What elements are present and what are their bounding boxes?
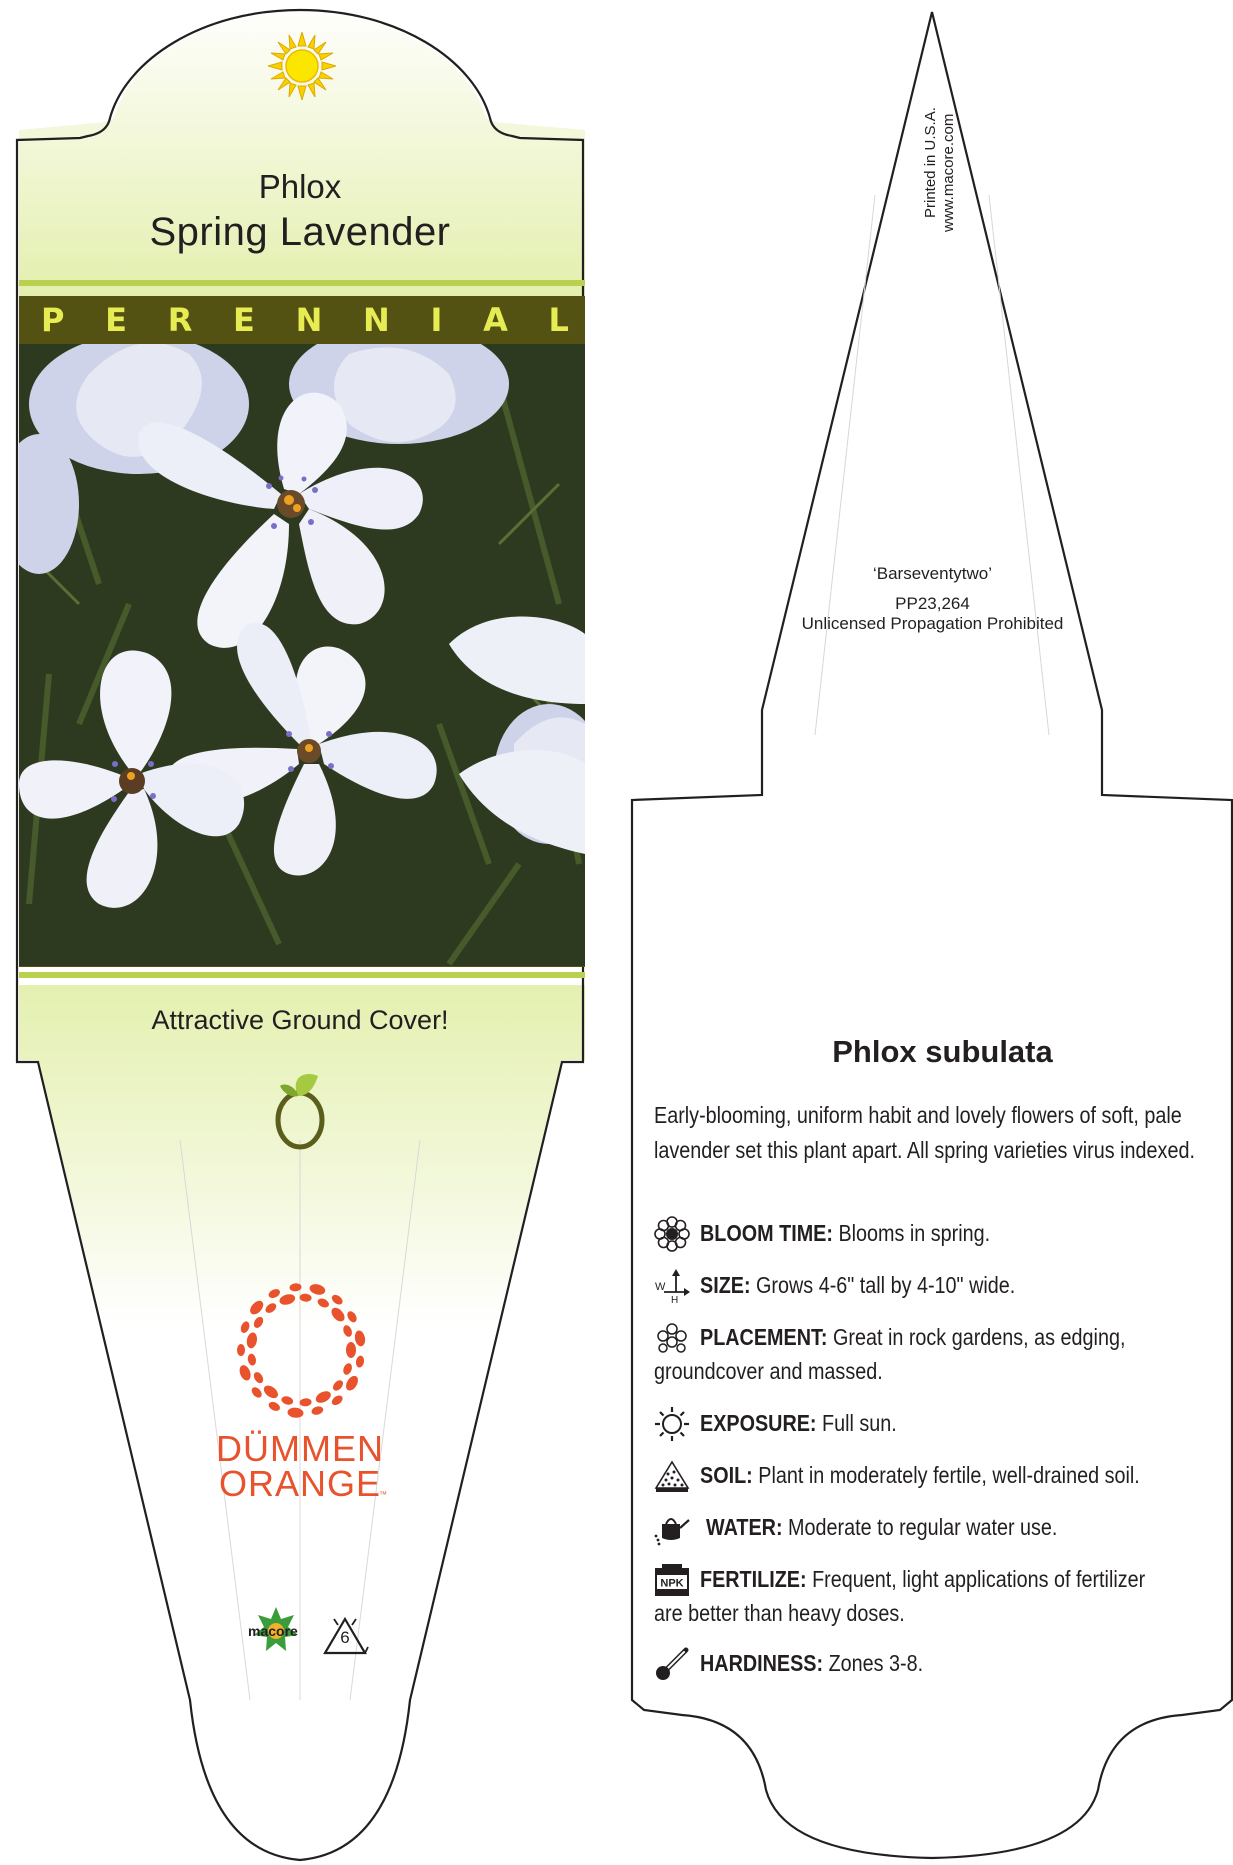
sun-outline-icon [654,1406,690,1442]
wreath-petal [299,1293,312,1302]
care-label: SIZE: [700,1272,751,1298]
genus-name: Phlox [258,168,342,205]
patent-name: ‘Barseventytwo’ [872,564,993,583]
size-arrows-icon [654,1268,690,1304]
care-text: Zones 3-8. [823,1650,924,1676]
placement-icon [654,1320,690,1356]
brand-name-line1: DÜMMEN [216,1428,384,1469]
care-text: Plant in moderately fertile, well-drained soil. [752,1462,1140,1488]
watering-can-icon [654,1510,690,1546]
care-label: BLOOM TIME: [700,1220,833,1246]
wreath-petal [250,1385,264,1399]
printer-name: macore [248,1623,298,1639]
top-thin-bar [19,280,585,286]
care-text: Blooms in spring. [832,1220,991,1246]
wreath-petal [344,1374,361,1393]
wreath-petal [331,1378,345,1392]
sun-icon [268,32,336,100]
wreath-petal [248,1298,266,1317]
wreath-petal [262,1383,281,1401]
care-text: Grows 4-6" tall by 4-10" wide. [750,1272,1016,1298]
seedling-icon [270,1068,334,1150]
flower-icon [654,1216,690,1252]
category-letter: N [363,301,390,339]
thermometer-icon [654,1646,690,1682]
wreath-petal [264,1301,278,1315]
wreath-petal [289,1283,302,1292]
category-letter: E [233,301,255,339]
care-label: EXPOSURE: [700,1410,817,1436]
category-letter: I [430,301,443,339]
care-text: Full sun. [816,1410,897,1436]
category-letter: L [548,301,569,339]
trademark-mark: ™ [379,1490,387,1499]
care-text: Moderate to regular water use. [782,1514,1058,1540]
size-h-letter: H [671,1295,679,1304]
wreath-petal [280,1395,294,1406]
care-label: HARDINESS: [700,1650,824,1676]
bottom-thin-bar [19,972,585,978]
category-band [19,296,585,344]
wreath-petal [330,1293,344,1307]
care-label: SOIL: [700,1462,753,1488]
wreath-petal [278,1292,296,1306]
category-letter: A [483,301,508,339]
recycle-code: 6 [340,1628,350,1647]
brand-name-line2: ORANGE [218,1463,382,1504]
category-letter: P [41,301,65,339]
patent-notice: Unlicensed Propagation Prohibited [801,614,1064,633]
category-letter: E [105,301,127,339]
wreath-logo-icon [226,1278,376,1428]
wreath-petal [354,1330,367,1348]
wreath-petal [247,1353,257,1366]
wreath-petal [252,1370,265,1384]
cultivar-name: Spring Lavender [149,210,451,254]
wreath-petal [330,1393,344,1407]
wreath-petal [267,1287,281,1300]
wreath-petal [267,1400,281,1413]
care-text: Great in rock gardens, as edging, [827,1324,1126,1350]
wreath-petal [237,1344,245,1356]
category-letter: N [295,301,323,339]
care-text: Frequent, light applications of fertilizer [806,1566,1146,1592]
plant-description: Early-blooming, uniform habit and lovely flowers of soft, pale lavender set this plant apart. All spring varieties virus indexed. [654,1102,1195,1163]
care-text-continued: are better than heavy doses. [654,1600,905,1626]
category-letter: R [167,301,193,339]
wreath-petal [311,1405,325,1416]
category-label [19,296,585,344]
wreath-petal [316,1297,330,1310]
wreath-petal [252,1315,265,1329]
npk-label: NPK [660,1577,684,1590]
patent-number: PP23,264 [895,594,970,613]
wreath-petal [342,1362,354,1376]
species-name: Phlox subulata [832,1034,1053,1069]
care-text-continued: groundcover and massed. [654,1358,883,1384]
wreath-petal [345,1310,358,1324]
wreath-petal [308,1282,326,1296]
care-label: FERTILIZE: [700,1566,807,1592]
wreath-petal [299,1398,312,1407]
wreath-petal [346,1342,356,1358]
printer-website: www.macore.com [940,113,957,232]
wreath-petal [238,1364,253,1383]
wreath-petal [246,1332,259,1350]
care-label: WATER: [706,1514,783,1540]
wreath-petal [355,1355,365,1368]
wreath-petal [287,1407,304,1418]
printed-in-text: Printed in U.S.A. [922,107,939,218]
wreath-petal [314,1389,333,1405]
soil-icon [654,1458,690,1494]
wreath-petal [329,1305,347,1324]
product-photo [19,344,585,966]
back-guide-lines [815,195,1049,735]
tagline: Attractive Ground Cover! [151,1005,449,1035]
wreath-petal [239,1320,251,1334]
npk-icon [654,1562,690,1598]
wreath-petal [342,1324,354,1338]
care-label: PLACEMENT: [700,1324,828,1350]
size-w-letter: W [655,1281,666,1293]
